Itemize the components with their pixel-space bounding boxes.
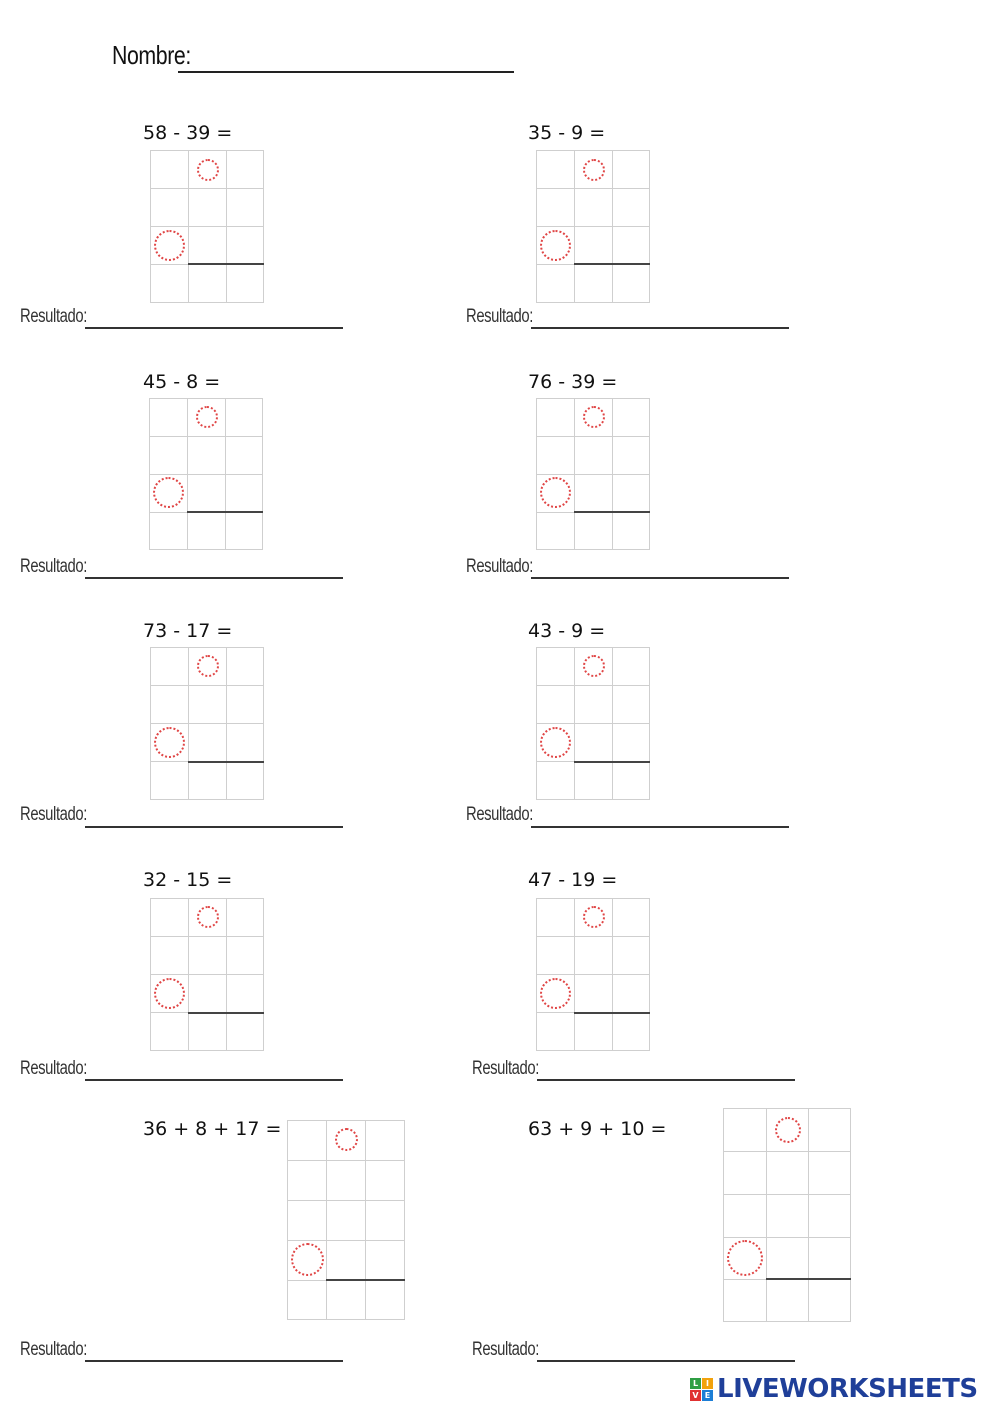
carry-circle[interactable] bbox=[197, 655, 219, 677]
grid-cell[interactable] bbox=[226, 898, 264, 937]
grid-cell[interactable] bbox=[536, 150, 575, 189]
carry-circle[interactable] bbox=[335, 1128, 358, 1151]
grid-cell[interactable] bbox=[723, 1151, 767, 1195]
grid-cell[interactable] bbox=[612, 685, 650, 724]
problem-expression: 32 - 15 = bbox=[143, 869, 233, 891]
grid-cell[interactable] bbox=[766, 1237, 809, 1280]
grid-cell[interactable] bbox=[365, 1160, 405, 1201]
grid-cell[interactable] bbox=[225, 512, 263, 550]
grid-cell[interactable] bbox=[612, 398, 650, 437]
grid-cell[interactable] bbox=[536, 685, 575, 724]
grid-cell[interactable] bbox=[326, 1160, 366, 1201]
work-grid[interactable] bbox=[149, 398, 263, 550]
logo-text: LIVEWORKSHEETS bbox=[717, 1374, 978, 1404]
result-answer-line[interactable] bbox=[85, 1360, 343, 1362]
result-answer-line[interactable] bbox=[85, 826, 343, 828]
borrow-circle[interactable] bbox=[153, 477, 184, 508]
grid-cell[interactable] bbox=[536, 936, 575, 975]
grid-cell[interactable] bbox=[149, 436, 188, 475]
grid-cell[interactable] bbox=[225, 436, 263, 475]
carry-circle[interactable] bbox=[583, 906, 605, 928]
grid-cell[interactable] bbox=[612, 264, 650, 303]
result-answer-line[interactable] bbox=[85, 327, 343, 329]
grid-cell[interactable] bbox=[808, 1237, 851, 1280]
grid-cell[interactable] bbox=[226, 226, 264, 265]
liveworksheets-logo bbox=[690, 1374, 978, 1404]
problem-expression: 63 + 9 + 10 = bbox=[528, 1118, 667, 1140]
result-answer-line[interactable] bbox=[85, 1079, 343, 1081]
grid-cell[interactable] bbox=[149, 398, 188, 437]
grid-cell[interactable] bbox=[723, 1108, 767, 1152]
grid-cell[interactable] bbox=[287, 1280, 327, 1320]
operation-line bbox=[766, 1278, 851, 1280]
operation-line bbox=[574, 511, 650, 513]
grid-cell[interactable] bbox=[612, 647, 650, 686]
borrow-circle[interactable] bbox=[540, 727, 571, 758]
grid-cell[interactable] bbox=[365, 1200, 405, 1241]
grid-cell[interactable] bbox=[574, 685, 613, 724]
grid-cell[interactable] bbox=[187, 436, 226, 475]
grid-cell[interactable] bbox=[150, 898, 189, 937]
grid-cell[interactable] bbox=[808, 1194, 851, 1238]
grid-cell[interactable] bbox=[226, 647, 264, 686]
operation-line bbox=[574, 263, 650, 265]
result-answer-line[interactable] bbox=[537, 1360, 795, 1362]
grid-cell[interactable] bbox=[287, 1160, 327, 1201]
grid-cell[interactable] bbox=[574, 512, 613, 550]
work-grid[interactable] bbox=[536, 398, 650, 550]
carry-circle[interactable] bbox=[583, 406, 605, 428]
grid-cell[interactable] bbox=[226, 188, 264, 227]
grid-cell[interactable] bbox=[326, 1240, 366, 1281]
grid-cell[interactable] bbox=[574, 474, 613, 513]
grid-cell[interactable] bbox=[612, 1012, 650, 1051]
logo-mark-letter: L bbox=[690, 1378, 701, 1389]
borrow-circle[interactable] bbox=[540, 477, 571, 508]
grid-cell[interactable] bbox=[287, 1200, 327, 1241]
borrow-circle[interactable] bbox=[154, 727, 185, 758]
operation-line bbox=[187, 511, 263, 513]
grid-cell[interactable] bbox=[326, 1200, 366, 1241]
operation-line bbox=[188, 263, 264, 265]
logo-mark-icon bbox=[690, 1378, 713, 1401]
grid-cell[interactable] bbox=[225, 398, 263, 437]
grid-cell[interactable] bbox=[149, 512, 188, 550]
operation-line bbox=[188, 761, 264, 763]
grid-cell[interactable] bbox=[188, 723, 227, 762]
grid-cell[interactable] bbox=[723, 1279, 767, 1322]
result-label: Resultado: bbox=[20, 1058, 87, 1079]
grid-cell[interactable] bbox=[766, 1279, 809, 1322]
result-label: Resultado: bbox=[472, 1058, 539, 1079]
grid-cell[interactable] bbox=[226, 936, 264, 975]
carry-circle[interactable] bbox=[727, 1240, 763, 1276]
work-grid[interactable] bbox=[536, 150, 650, 303]
grid-cell[interactable] bbox=[766, 1151, 809, 1195]
operation-line bbox=[574, 1012, 650, 1014]
grid-cell[interactable] bbox=[150, 761, 189, 800]
result-label: Resultado: bbox=[472, 1339, 539, 1360]
grid-cell[interactable] bbox=[536, 188, 575, 227]
carry-circle[interactable] bbox=[583, 159, 605, 181]
result-label: Resultado: bbox=[466, 556, 533, 577]
grid-cell[interactable] bbox=[612, 226, 650, 265]
operation-line bbox=[574, 761, 650, 763]
result-answer-line[interactable] bbox=[531, 577, 789, 579]
grid-cell[interactable] bbox=[326, 1280, 366, 1320]
grid-cell[interactable] bbox=[365, 1120, 405, 1161]
grid-cell[interactable] bbox=[612, 474, 650, 513]
grid-cell[interactable] bbox=[150, 685, 189, 724]
grid-cell[interactable] bbox=[766, 1194, 809, 1238]
grid-cell[interactable] bbox=[188, 761, 227, 800]
grid-cell[interactable] bbox=[226, 723, 264, 762]
grid-cell[interactable] bbox=[150, 1012, 189, 1051]
grid-cell[interactable] bbox=[612, 512, 650, 550]
operation-line bbox=[188, 1012, 264, 1014]
grid-cell[interactable] bbox=[225, 474, 263, 513]
grid-cell[interactable] bbox=[188, 188, 227, 227]
grid-cell[interactable] bbox=[226, 150, 264, 189]
grid-cell[interactable] bbox=[723, 1194, 767, 1238]
grid-cell[interactable] bbox=[574, 436, 613, 475]
carry-circle[interactable] bbox=[196, 406, 218, 428]
grid-cell[interactable] bbox=[808, 1279, 851, 1322]
result-label: Resultado: bbox=[20, 306, 87, 327]
carry-circle[interactable] bbox=[197, 159, 219, 181]
grid-cell[interactable] bbox=[226, 974, 264, 1013]
grid-cell[interactable] bbox=[150, 647, 189, 686]
grid-cell[interactable] bbox=[365, 1280, 405, 1320]
grid-cell[interactable] bbox=[612, 436, 650, 475]
grid-cell[interactable] bbox=[612, 761, 650, 800]
grid-cell[interactable] bbox=[226, 1012, 264, 1051]
grid-cell[interactable] bbox=[536, 898, 575, 937]
grid-cell[interactable] bbox=[612, 188, 650, 227]
grid-cell[interactable] bbox=[536, 647, 575, 686]
grid-cell[interactable] bbox=[612, 898, 650, 937]
borrow-circle[interactable] bbox=[154, 978, 185, 1009]
work-grid[interactable] bbox=[536, 647, 650, 800]
grid-cell[interactable] bbox=[574, 188, 613, 227]
grid-cell[interactable] bbox=[188, 685, 227, 724]
grid-cell[interactable] bbox=[287, 1120, 327, 1161]
logo-mark-letter: V bbox=[690, 1390, 701, 1401]
grid-cell[interactable] bbox=[808, 1108, 851, 1152]
grid-cell[interactable] bbox=[188, 936, 227, 975]
result-answer-line[interactable] bbox=[531, 826, 789, 828]
grid-cell[interactable] bbox=[536, 436, 575, 475]
result-label: Resultado: bbox=[20, 1339, 87, 1360]
work-grid[interactable] bbox=[287, 1120, 405, 1320]
result-label: Resultado: bbox=[466, 804, 533, 825]
grid-cell[interactable] bbox=[365, 1240, 405, 1281]
logo-mark-letter: E bbox=[702, 1390, 713, 1401]
grid-cell[interactable] bbox=[226, 685, 264, 724]
work-grid[interactable] bbox=[536, 898, 650, 1051]
borrow-circle[interactable] bbox=[540, 230, 571, 261]
grid-cell[interactable] bbox=[226, 761, 264, 800]
carry-circle[interactable] bbox=[291, 1243, 324, 1276]
work-grid[interactable] bbox=[150, 150, 264, 303]
work-grid[interactable] bbox=[150, 647, 264, 800]
result-answer-line[interactable] bbox=[85, 577, 343, 579]
grid-cell[interactable] bbox=[150, 936, 189, 975]
grid-cell[interactable] bbox=[188, 974, 227, 1013]
grid-cell[interactable] bbox=[574, 936, 613, 975]
grid-cell[interactable] bbox=[187, 474, 226, 513]
grid-cell[interactable] bbox=[188, 264, 227, 303]
grid-cell[interactable] bbox=[150, 150, 189, 189]
borrow-circle[interactable] bbox=[154, 230, 185, 261]
work-grid[interactable] bbox=[150, 898, 264, 1051]
problem-expression: 45 - 8 = bbox=[143, 371, 221, 393]
result-answer-line[interactable] bbox=[537, 1079, 795, 1081]
logo-mark-letter: I bbox=[702, 1378, 713, 1389]
problem-expression: 47 - 19 = bbox=[528, 869, 618, 891]
grid-cell[interactable] bbox=[574, 761, 613, 800]
grid-cell[interactable] bbox=[574, 974, 613, 1013]
problem-expression: 76 - 39 = bbox=[528, 371, 618, 393]
grid-cell[interactable] bbox=[536, 512, 575, 550]
grid-cell[interactable] bbox=[188, 1012, 227, 1051]
nombre-input-line[interactable] bbox=[178, 71, 514, 73]
grid-cell[interactable] bbox=[536, 1012, 575, 1051]
grid-cell[interactable] bbox=[574, 723, 613, 762]
problem-expression: 43 - 9 = bbox=[528, 620, 606, 642]
carry-circle[interactable] bbox=[197, 906, 219, 928]
work-grid[interactable] bbox=[723, 1108, 851, 1322]
grid-cell[interactable] bbox=[612, 936, 650, 975]
grid-cell[interactable] bbox=[187, 512, 226, 550]
result-label: Resultado: bbox=[20, 556, 87, 577]
result-label: Resultado: bbox=[20, 804, 87, 825]
grid-cell[interactable] bbox=[574, 264, 613, 303]
grid-cell[interactable] bbox=[612, 974, 650, 1013]
grid-cell[interactable] bbox=[188, 226, 227, 265]
grid-cell[interactable] bbox=[574, 226, 613, 265]
grid-cell[interactable] bbox=[536, 761, 575, 800]
borrow-circle[interactable] bbox=[540, 978, 571, 1009]
grid-cell[interactable] bbox=[536, 264, 575, 303]
problem-expression: 35 - 9 = bbox=[528, 122, 606, 144]
grid-cell[interactable] bbox=[536, 398, 575, 437]
operation-line bbox=[326, 1279, 405, 1281]
carry-circle[interactable] bbox=[775, 1117, 801, 1143]
problem-expression: 36 + 8 + 17 = bbox=[143, 1118, 282, 1140]
grid-cell[interactable] bbox=[612, 150, 650, 189]
result-answer-line[interactable] bbox=[531, 327, 789, 329]
problem-expression: 58 - 39 = bbox=[143, 122, 233, 144]
grid-cell[interactable] bbox=[808, 1151, 851, 1195]
carry-circle[interactable] bbox=[583, 655, 605, 677]
grid-cell[interactable] bbox=[150, 264, 189, 303]
grid-cell[interactable] bbox=[226, 264, 264, 303]
grid-cell[interactable] bbox=[574, 1012, 613, 1051]
result-label: Resultado: bbox=[466, 306, 533, 327]
problem-expression: 73 - 17 = bbox=[143, 620, 233, 642]
nombre-label: Nombre: bbox=[112, 40, 191, 70]
grid-cell[interactable] bbox=[612, 723, 650, 762]
grid-cell[interactable] bbox=[150, 188, 189, 227]
